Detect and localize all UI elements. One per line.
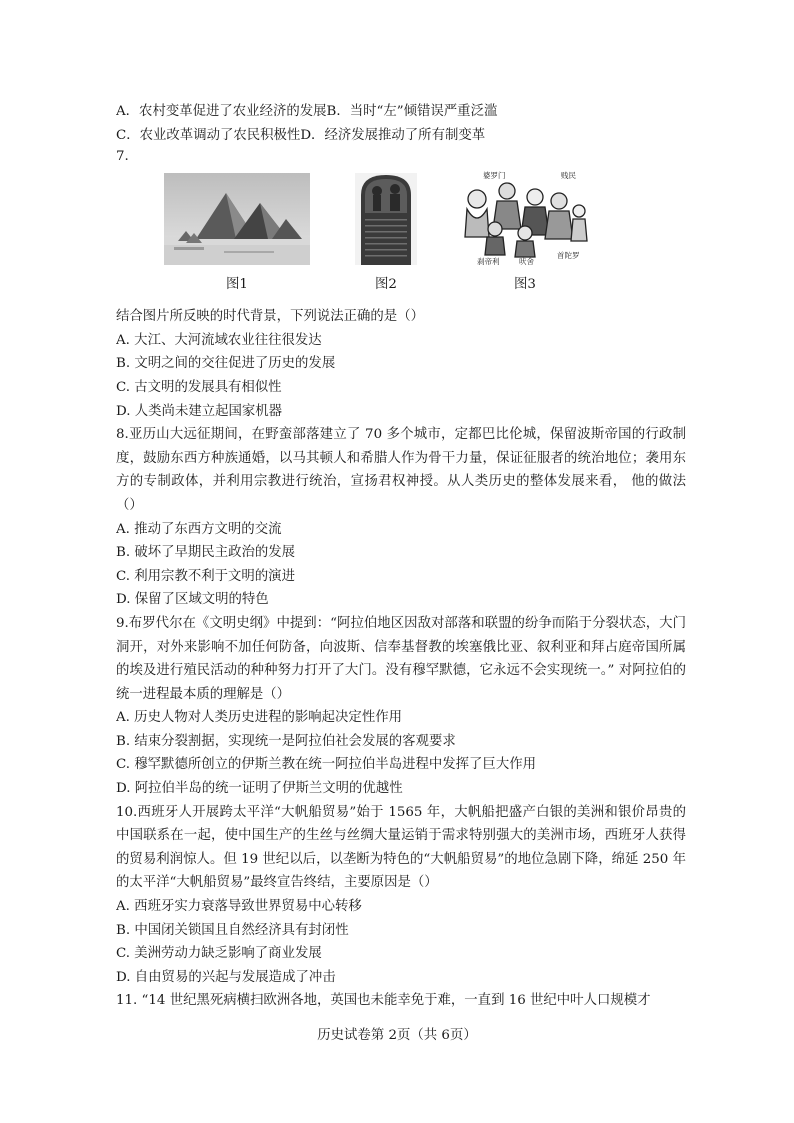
q7-figures xyxy=(116,167,686,305)
caste-label-kshatriya: 刹帝利 xyxy=(477,257,500,267)
q9-stem: 9.布罗代尔在《文明史纲》中提到：“阿拉伯地区因敌对部落和联盟的纷争而陷于分裂状态，大门洞开，对外来影响不加任何防备，向波斯、信奉基督教的埃塞俄比亚、叙利亚和拜占庭帝国所属的埃及进行殖民活动的种种努力打开了大门。没有穆罕默德，它永远不会实现统一。” 对阿拉伯的统一进程最本质的理解是（） xyxy=(116,615,686,702)
q11-stem: 11. “14 世纪黑死病横扫欧洲各地，英国也未能幸免于难，一直到 16 世纪中叶人口规模才 xyxy=(116,993,651,1009)
pyramids-image xyxy=(164,173,310,265)
q9-option-c: C. 穆罕默德所创立的伊斯兰教在统一阿拉伯半岛进程中发挥了巨大作用 xyxy=(116,757,536,773)
page-footer: 历史试卷第 2页（共 6页） xyxy=(317,1028,477,1043)
figure-1-caption: 图1 xyxy=(226,277,248,293)
caste-label-brahmin: 婆罗门 xyxy=(483,171,506,181)
page-content xyxy=(116,100,686,1013)
q10-option-a: A. 西班牙实力衰落导致世界贸易中心转移 xyxy=(116,899,362,915)
q7-option-c: C. 古文明的发展具有相似性 xyxy=(116,379,282,395)
caste-label-vaishya: 吠舍 xyxy=(519,257,534,267)
q8-option-d: D. 保留了区域文明的特色 xyxy=(116,592,269,608)
q9-option-a: A. 历史人物对人类历史进程的影响起决定性作用 xyxy=(116,710,402,726)
q10-option-b: B. 中国闭关锁国且自然经济具有封闭性 xyxy=(116,922,349,938)
q6-option-cd: C．农业改革调动了农民积极性D．经济发展推动了所有制变革 xyxy=(116,127,486,143)
q7-option-b: B. 文明之间的交往促进了历史的发展 xyxy=(116,356,336,372)
figure-2-caption: 图2 xyxy=(375,277,397,293)
figure-1-pyramids-photo xyxy=(164,173,310,269)
q8-stem: 8.亚历山大远征期间，在野蛮部落建立了 70 多个城市，定都巴比伦城，保留波斯帝国的行政制度，鼓励东西方种族通婚，以马其顿人和希腊人作为骨干力量，保证征服者的统治地位；袭用东方的专制政体，并利用宗教进行统治，宣扬君权神授。从人类历史的整体发展来看， 他的做法（） xyxy=(116,427,686,513)
figure-2-stele-photo xyxy=(355,173,417,269)
q9-option-b: B. 结束分裂割据，实现统一是阿拉伯社会发展的客观要求 xyxy=(116,733,456,749)
q10-stem: 10.西班牙人开展跨太平洋“大帆船贸易”始于 1565 年，大帆船把盛产白银的美洲和银价昂贵的中国联系在一起，使中国生产的生丝与丝绸大量运销于需求特别强大的美洲市场，西班牙人获得的贸易利润惊人。但 19 世纪以后，以垄断为特色的“大帆船贸易”的地位急剧下降，绵延 250 年的太平洋“大帆船贸易”最终宣告终结，主要原因是（） xyxy=(116,804,686,891)
q10-option-c: C. 美洲劳动力缺乏影响了商业发展 xyxy=(116,946,322,962)
caste-label-untouchable: 贱民 xyxy=(561,171,576,181)
q8-option-a: A. 推动了东西方文明的交流 xyxy=(116,521,282,537)
q8-option-b: B. 破坏了早期民主政治的发展 xyxy=(116,545,296,561)
q7-option-d: D. 人类尚未建立起国家机器 xyxy=(116,403,283,419)
caste-image xyxy=(459,167,589,267)
q9-option-d: D. 阿拉伯半岛的统一证明了伊斯兰文明的优越性 xyxy=(116,781,403,797)
q7-number: 7. xyxy=(116,149,129,165)
caste-label-shudra: 首陀罗 xyxy=(557,251,580,261)
figure-3-caste-illustration xyxy=(459,167,589,271)
q6-option-ab: A．农村变革促进了农业经济的发展B．当时“左”倾错误严重泛滥 xyxy=(116,104,498,119)
stele-image xyxy=(355,173,417,265)
q7-option-a: A. 大江、大河流域农业往往很发达 xyxy=(116,332,322,348)
q7-stem: 结合图片所反映的时代背景，下列说法正确的是（） xyxy=(116,309,424,325)
q8-option-c: C. 利用宗教不利于文明的演进 xyxy=(116,568,295,584)
q10-option-d: D. 自由贸易的兴起与发展造成了冲击 xyxy=(116,969,336,985)
figure-3-caption: 图3 xyxy=(514,277,536,293)
